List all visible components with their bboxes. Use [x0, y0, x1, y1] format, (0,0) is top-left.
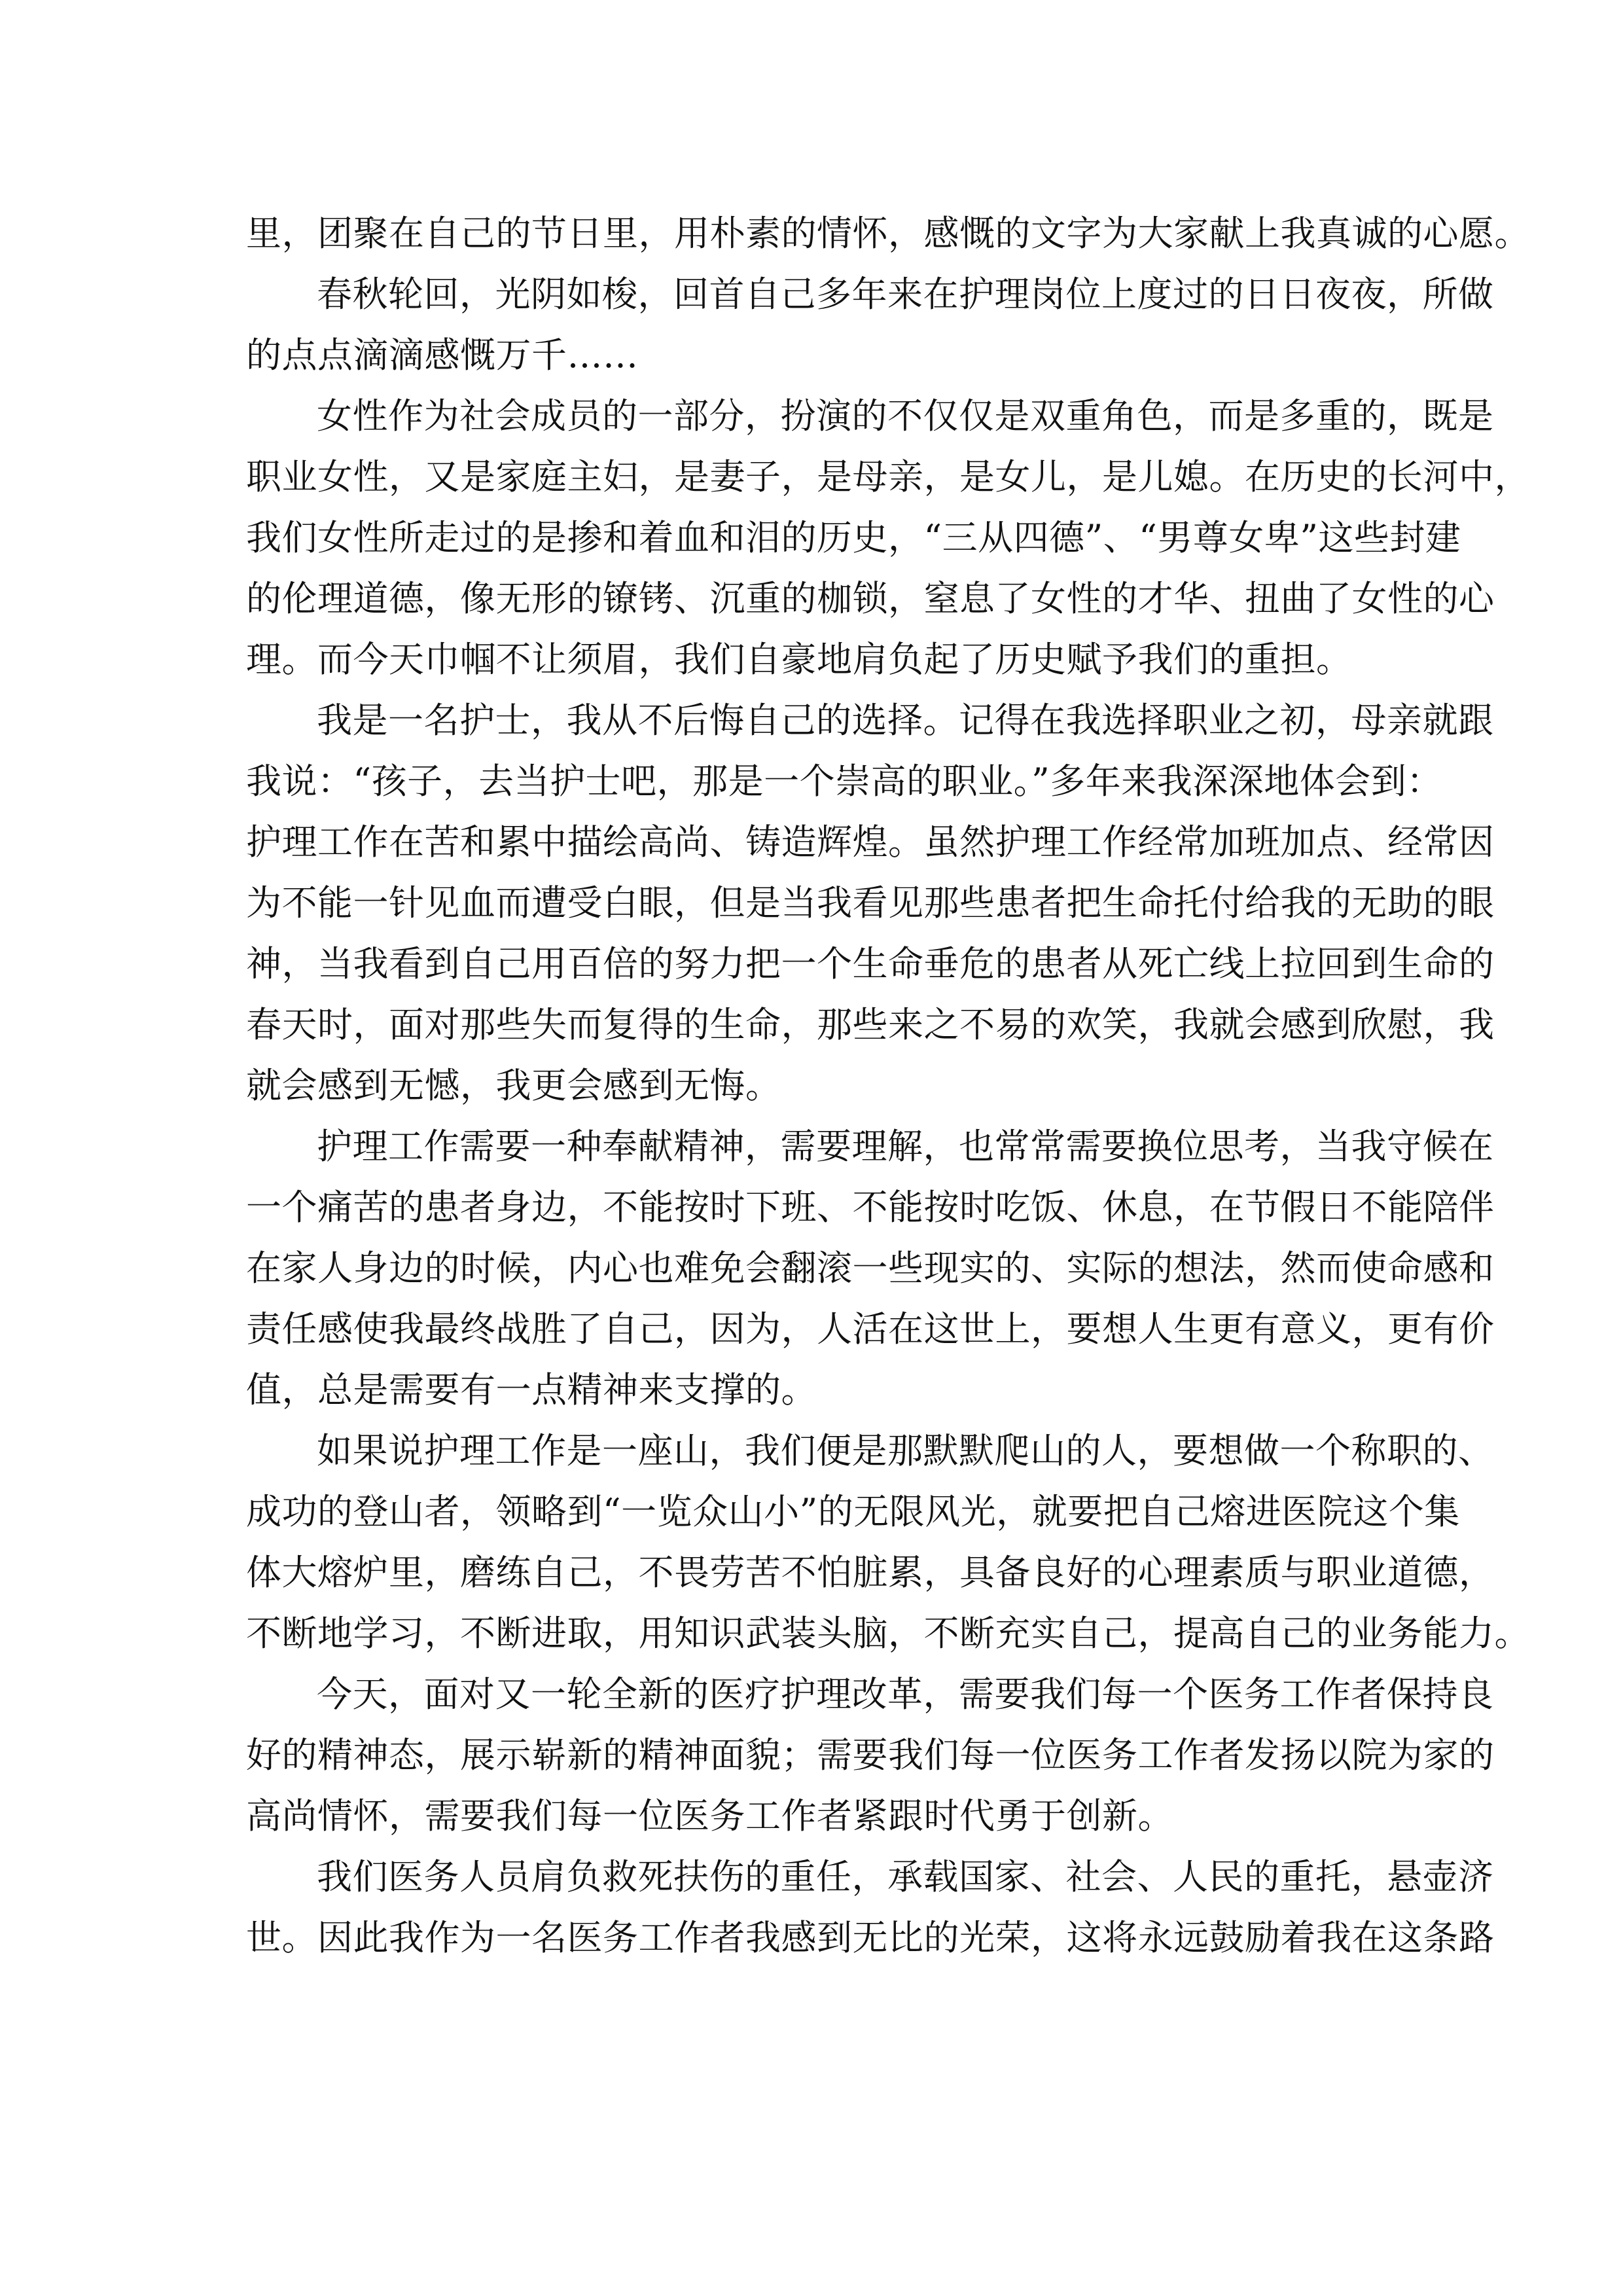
text-line: 就会感到无憾，我更会感到无悔。: [246, 1065, 781, 1106]
text-line: 高尚情怀，需要我们每一位医务工作者紧跟时代勇于创新。: [246, 1795, 1173, 1837]
paragraph-first-line: 春秋轮回，光阴如梭，回首自己多年来在护理岗位上度过的日日夜夜，所做: [317, 274, 1494, 315]
text-line: 神，当我看到自己用百倍的努力把一个生命垂危的患者从死亡线上拉回到生命的: [246, 943, 1495, 984]
text-line: 的点点滴滴感慨万千……: [246, 334, 639, 376]
text-line: 理。而今天巾帼不让须眉，我们自豪地肩负起了历史赋予我们的重担。: [246, 639, 1352, 680]
paragraph-first-line: 护理工作需要一种奉献精神，需要理解，也常常需要换位思考，当我守候在: [317, 1126, 1494, 1167]
document-body: [246, 203, 1530, 1968]
paragraph-first-line: 女性作为社会成员的一部分，扮演的不仅仅是双重角色，而是多重的，既是: [317, 395, 1494, 437]
text-line: 责任感使我最终战胜了自己，因为，人活在这世上，要想人生更有意义，更有价: [246, 1308, 1495, 1350]
text-line: 我们女性所走过的是掺和着血和泪的历史，“三从四德”、“男尊女卑”这些封建: [246, 517, 1461, 558]
text-line: 世。因此我作为一名医务工作者我感到无比的光荣，这将永远鼓励着我在这条路: [246, 1917, 1495, 1958]
text-line: 成功的登山者，领略到“一览众山小”的无限风光，就要把自己熔进医院这个集: [246, 1491, 1460, 1532]
paragraph-first-line: 如果说护理工作是一座山，我们便是那默默爬山的人，要想做一个称职的、: [317, 1430, 1494, 1471]
text-line: 春天时，面对那些失而复得的生命，那些来之不易的欢笑，我就会感到欣慰，我: [246, 1004, 1495, 1045]
text-line: 的伦理道德，像无形的镣铐、沉重的枷锁，窒息了女性的才华、扭曲了女性的心: [246, 578, 1495, 619]
paragraph-first-line: 我们医务人员肩负救死扶伤的重任，承载国家、社会、人民的重托，悬壶济: [317, 1856, 1494, 1897]
text-line: 我说：“孩子，去当护士吧，那是一个崇高的职业。”多年来我深深地体会到：: [246, 761, 1442, 802]
text-line: 职业女性，又是家庭主妇，是妻子，是母亲，是女儿，是儿媳。在历史的长河中，: [246, 456, 1530, 497]
paragraph-first-line: 我是一名护士，我从不后悔自己的选择。记得在我选择职业之初，母亲就跟: [317, 700, 1494, 741]
text-line: 里，团聚在自己的节日里，用朴素的情怀，感慨的文字为大家献上我真诚的心愿。: [246, 213, 1530, 254]
text-line: 值，总是需要有一点精神来支撑的。: [246, 1369, 817, 1410]
paragraph-first-line: 今天，面对又一轮全新的医疗护理改革，需要我们每一个医务工作者保持良: [317, 1674, 1494, 1715]
text-line: 一个痛苦的患者身边，不能按时下班、不能按时吃饭、休息，在节假日不能陪伴: [246, 1187, 1495, 1228]
text-line: 护理工作在苦和累中描绘高尚、铸造辉煌。虽然护理工作经常加班加点、经常因: [246, 821, 1495, 863]
text-line: 为不能一针见血而遭受白眼，但是当我看见那些患者把生命托付给我的无助的眼: [246, 882, 1495, 924]
text-line: 好的精神态，展示崭新的精神面貌；需要我们每一位医务工作者发扬以院为家的: [246, 1734, 1495, 1776]
text-line: 在家人身边的时候，内心也难免会翻滚一些现实的、实际的想法，然而使命感和: [246, 1247, 1495, 1289]
text-line: 体大熔炉里，磨练自己，不畏劳苦不怕脏累，具备良好的心理素质与职业道德，: [246, 1552, 1495, 1593]
text-line: 不断地学习，不断进取，用知识武装头脑，不断充实自己，提高自己的业务能力。: [246, 1613, 1530, 1654]
